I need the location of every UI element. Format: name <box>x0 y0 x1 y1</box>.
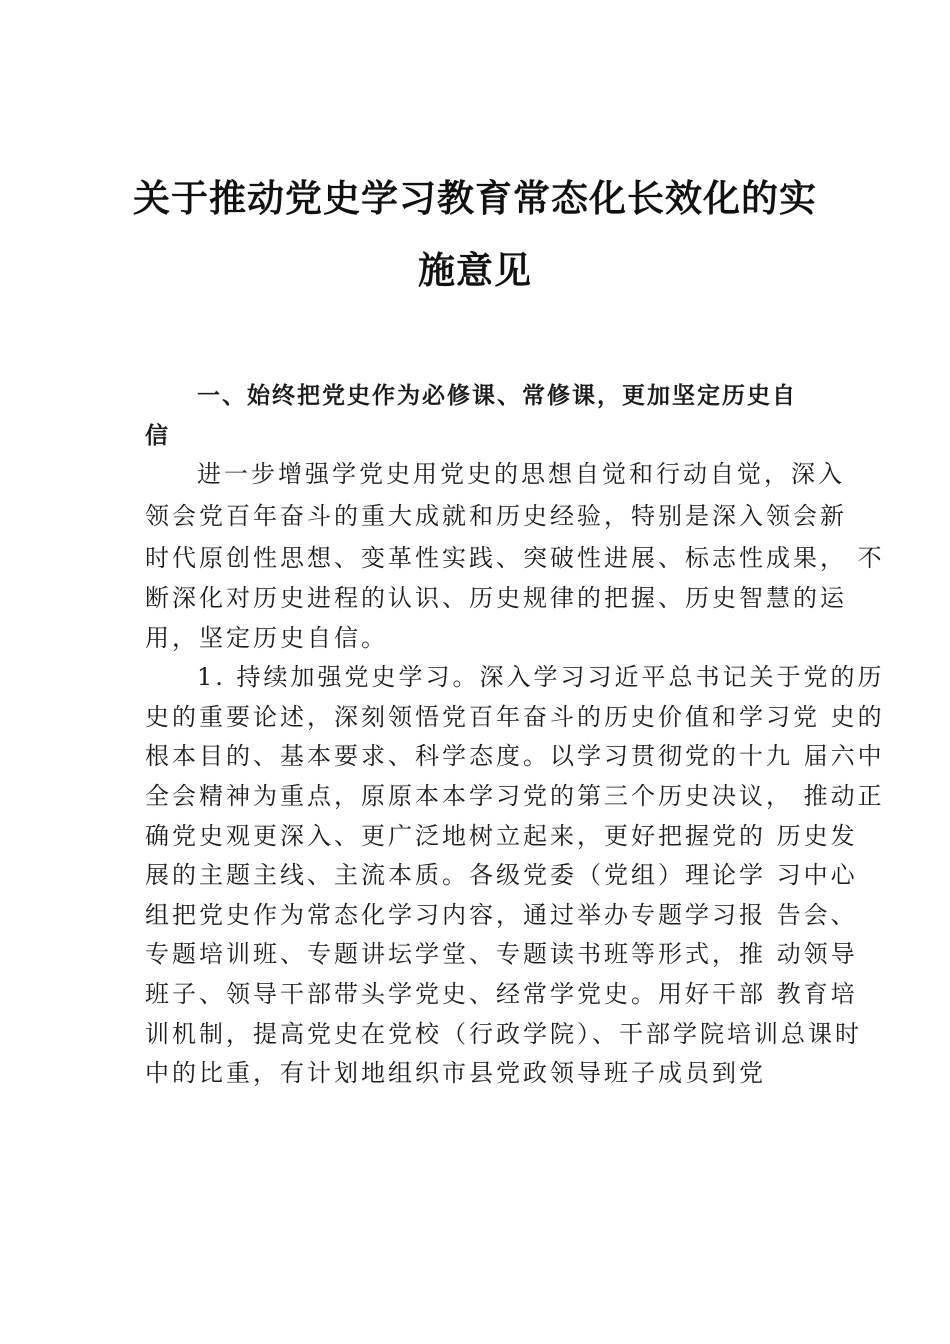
section-heading-line-2: 信 <box>145 423 170 449</box>
paragraph-1-line-1: 进一步增强学党史用党史的思想自觉和行动自觉，深入 <box>197 460 845 488</box>
section-heading-line-1: 一、始终把党史作为必修课、常修课，更加坚定历史自 <box>197 383 797 409</box>
paragraph-2-line-8: 专题培训班、专题讲坛学堂、专题读书班等形式，推 动领导 <box>145 940 858 968</box>
paragraph-2-line-3: 根本目的、基本要求、科学态度。以学习贯彻党的十九 届六中 <box>145 742 885 770</box>
paragraph-2-line-10: 训机制，提高党史在党校（行政学院）、干部学院培训总课时 <box>145 1020 862 1048</box>
paragraph-1-line-3: 时代原创性思想、变革性实践、突破性进展、标志性成果， 不 <box>145 544 885 572</box>
paragraph-2-line-4: 全会精神为重点，原原本本学习党的第三个历史决议， 推动正 <box>145 782 885 810</box>
document-title-line-2: 施意见 <box>418 249 532 292</box>
paragraph-1-line-2: 领会党百年奋斗的重大成就和历史经验，特别是深入领会新 <box>145 502 847 530</box>
paragraph-2-line-5: 确党史观更深入、更广泛地树立起来，更好把握党的 历史发 <box>145 822 858 850</box>
paragraph-2-line-1: 1. 持续加强党史学习。深入学习习近平总书记关于党的历 <box>197 663 885 691</box>
paragraph-2-line-6: 展的主题主线、主流本质。各级党委（党组）理论学 习中心 <box>145 861 858 889</box>
paragraph-2-line-11: 中的比重，有计划地组织市县党政领导班子成员到党 <box>145 1059 766 1087</box>
paragraph-2-line-2: 史的重要论述，深刻领悟党百年奋斗的历史价值和学习党 史的 <box>145 703 885 731</box>
paragraph-1-line-4: 断深化对历史进程的认识、历史规律的把握、历史智慧的运 <box>145 584 847 612</box>
paragraph-2-line-9: 班子、领导干部带头学党史、经常学党史。用好干部 教育培 <box>145 980 858 1008</box>
paragraph-2-line-7: 组把党史作为常态化学习内容，通过举办专题学习报 告会、 <box>145 901 858 929</box>
paragraph-1-line-5: 用，坚定历史自信。 <box>145 624 388 652</box>
document-title-line-1: 关于推动党史学习教育常态化长效化的实 <box>133 177 817 220</box>
